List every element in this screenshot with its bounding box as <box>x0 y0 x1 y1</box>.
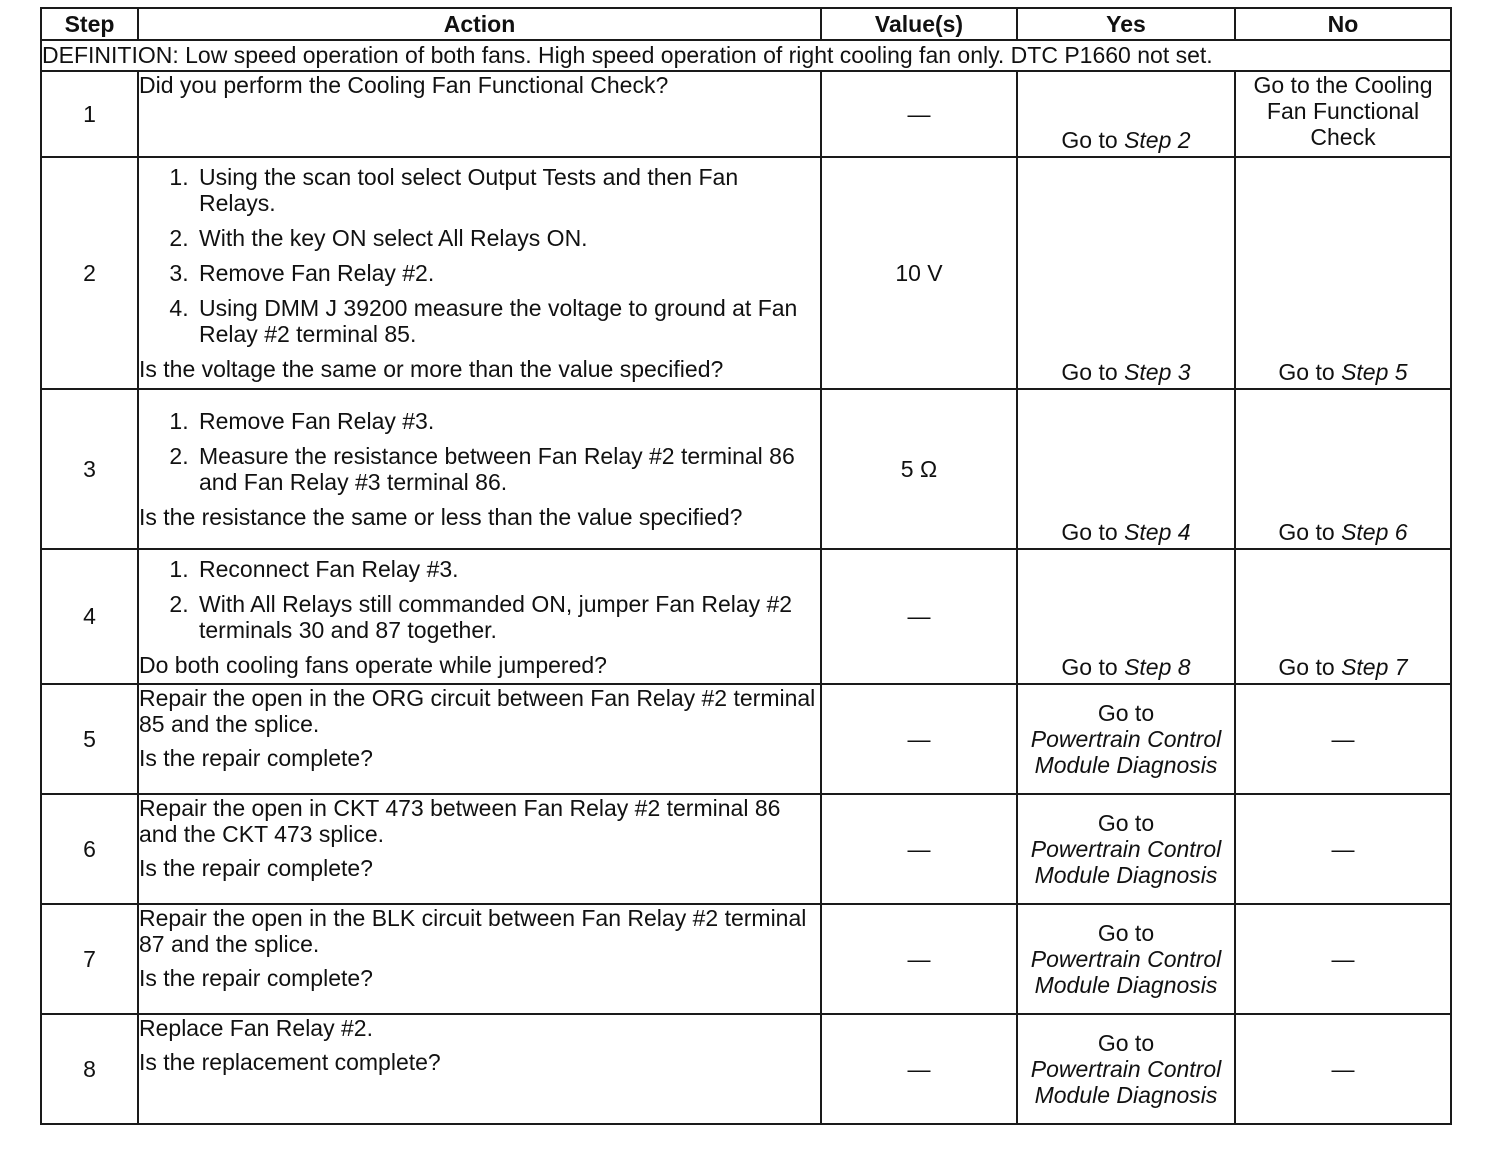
action-cell <box>138 157 821 389</box>
table-row <box>41 1014 1451 1124</box>
step-number: 5 <box>41 684 138 794</box>
step-number: 8 <box>41 1014 138 1124</box>
action-steps-list <box>139 164 820 347</box>
yes-prefix: Go to <box>1061 654 1125 680</box>
value-cell: 10 V <box>821 157 1017 389</box>
step-number: 2 <box>41 157 138 389</box>
action-question: Do both cooling fans operate while jumpered? <box>139 651 607 678</box>
yes-cell <box>1017 794 1235 904</box>
yes-pcm-link[interactable]: Powertrain Control Module Diagnosis <box>1030 836 1222 888</box>
action-step-item: 4. Using DMM J 39200 measure the voltage to ground at Fan Relay #2 terminal 85. <box>195 295 820 347</box>
yes-step-link[interactable]: Step 3 <box>1124 359 1191 385</box>
yes-step-link[interactable]: Step 8 <box>1124 654 1191 680</box>
no-step-link[interactable]: Step 5 <box>1341 359 1408 385</box>
step-number: 1 <box>41 71 138 157</box>
step-number: 4 <box>41 549 138 684</box>
action-question: Is the voltage the same or more than the value specified? <box>139 356 724 382</box>
action-cell <box>138 389 821 549</box>
value-cell: — <box>821 904 1017 1014</box>
table-row <box>41 157 1451 389</box>
yes-pcm-link[interactable]: Powertrain Control Module Diagnosis <box>1030 1056 1222 1108</box>
action-cell <box>138 794 821 904</box>
action-question: Is the resistance the same or less than the value specified? <box>139 504 743 530</box>
action-cell <box>138 904 821 1014</box>
action-step-item: 2. With the key ON select All Relays ON. <box>195 225 820 251</box>
action-instruction: Repair the open in the BLK circuit between Fan Relay #2 terminal 87 and the splice. <box>139 905 807 957</box>
no-cell <box>1235 389 1451 549</box>
action-instruction: Repair the open in CKT 473 between Fan Relay #2 terminal 86 and the CKT 473 splice. <box>139 795 781 847</box>
yes-prefix: Go to <box>1097 700 1155 726</box>
action-step-item: 1. Remove Fan Relay #3. <box>195 408 820 434</box>
step-number: 6 <box>41 794 138 904</box>
action-instruction: Replace Fan Relay #2. <box>139 1015 373 1041</box>
action-question: Is the repair complete? <box>139 745 373 771</box>
action-cell <box>138 549 821 684</box>
action-cell <box>138 71 821 157</box>
no-step-link[interactable]: Step 7 <box>1341 654 1408 680</box>
definition-row <box>41 40 1451 71</box>
table-row <box>41 549 1451 684</box>
value-cell: — <box>821 794 1017 904</box>
action-cell <box>138 1014 821 1124</box>
yes-prefix: Go to <box>1061 519 1125 545</box>
value-cell: — <box>821 1014 1017 1124</box>
no-cell <box>1235 157 1451 389</box>
header-step: Step <box>41 8 138 40</box>
yes-cell <box>1017 684 1235 794</box>
no-prefix: Go to <box>1278 359 1342 385</box>
action-step-item: 1. Using the scan tool select Output Tests and then Fan Relays. <box>195 164 820 216</box>
yes-prefix: Go to <box>1061 359 1125 385</box>
no-prefix: Go to <box>1278 654 1342 680</box>
header-values: Value(s) <box>821 8 1017 40</box>
header-row <box>41 8 1451 40</box>
no-cell: — <box>1235 794 1451 904</box>
yes-cell <box>1017 549 1235 684</box>
action-question: Is the repair complete? <box>139 855 373 881</box>
yes-prefix: Go to <box>1097 810 1155 836</box>
yes-prefix: Go to <box>1097 920 1155 946</box>
value-cell: 5 Ω <box>821 389 1017 549</box>
step-number: 3 <box>41 389 138 549</box>
table-row <box>41 389 1451 549</box>
table-row <box>41 794 1451 904</box>
no-cell: — <box>1235 1014 1451 1124</box>
no-step-link[interactable]: Step 6 <box>1341 519 1408 545</box>
yes-cell <box>1017 389 1235 549</box>
yes-step-link[interactable]: Step 4 <box>1124 519 1191 545</box>
yes-prefix: Go to <box>1097 1030 1155 1056</box>
value-cell: — <box>821 71 1017 157</box>
yes-cell <box>1017 904 1235 1014</box>
table-row <box>41 684 1451 794</box>
action-question: Did you perform the Cooling Fan Functional Check? <box>139 72 669 98</box>
yes-cell <box>1017 1014 1235 1124</box>
no-cell <box>1235 549 1451 684</box>
no-cell: — <box>1235 684 1451 794</box>
action-step-item: 2. With All Relays still commanded ON, jumper Fan Relay #2 terminals 30 and 87 together. <box>195 591 820 643</box>
no-cell[interactable]: Go to the Cooling Fan Functional Check <box>1235 71 1451 157</box>
action-step-item: 1. Reconnect Fan Relay #3. <box>195 556 820 582</box>
action-step-item: 2. Measure the resistance between Fan Relay #2 terminal 86 and Fan Relay #3 terminal 86. <box>195 443 820 495</box>
yes-cell <box>1017 71 1235 157</box>
header-no: No <box>1235 8 1451 40</box>
value-cell: — <box>821 549 1017 684</box>
yes-pcm-link[interactable]: Powertrain Control Module Diagnosis <box>1030 726 1222 778</box>
action-question: Is the replacement complete? <box>139 1049 441 1075</box>
value-cell: — <box>821 684 1017 794</box>
definition-text: DEFINITION: Low speed operation of both fans. High speed operation of right cooling fan only. DTC P1660 not set. <box>41 40 1451 71</box>
table-row <box>41 904 1451 1014</box>
yes-step-link[interactable]: Step 2 <box>1124 127 1191 153</box>
header-action: Action <box>138 8 821 40</box>
header-yes: Yes <box>1017 8 1235 40</box>
action-question: Is the repair complete? <box>139 965 373 991</box>
yes-pcm-link[interactable]: Powertrain Control Module Diagnosis <box>1030 946 1222 998</box>
table-row <box>41 71 1451 157</box>
no-cell: — <box>1235 904 1451 1014</box>
action-instruction: Repair the open in the ORG circuit between Fan Relay #2 terminal 85 and the splice. <box>139 685 816 737</box>
action-steps-list <box>139 556 820 643</box>
step-number: 7 <box>41 904 138 1014</box>
no-prefix: Go to <box>1278 519 1342 545</box>
action-step-item: 3. Remove Fan Relay #2. <box>195 260 820 286</box>
yes-prefix: Go to <box>1061 127 1125 153</box>
diagnostic-table <box>40 7 1452 1125</box>
action-cell <box>138 684 821 794</box>
yes-cell <box>1017 157 1235 389</box>
action-steps-list <box>139 408 820 495</box>
